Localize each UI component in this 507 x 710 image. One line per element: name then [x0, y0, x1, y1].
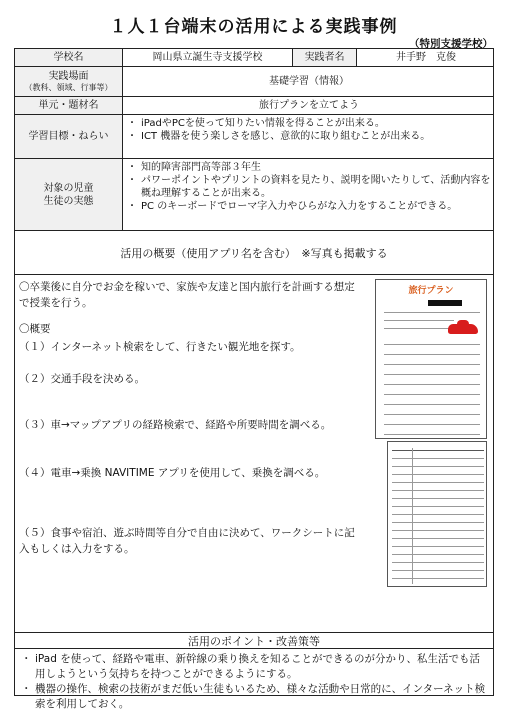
form-line [384, 344, 480, 345]
row-students [15, 159, 493, 231]
point-item: ・ 機器の操作、検索の技術がまだ低い生徒もいるため、様々な活動や日常的に、インターネット検索を利用しておく。 [21, 682, 487, 710]
students-label-2: 生徒の実態 [43, 195, 94, 207]
students-cell [123, 159, 495, 230]
form-line [392, 554, 484, 555]
worksheet-title: 旅行プラン [408, 286, 454, 296]
scene-value: 基礎学習（情報） [269, 76, 349, 87]
form-line [392, 466, 484, 467]
report-table [14, 48, 494, 710]
scene-label: 実践場面 [48, 71, 89, 82]
goal-item: ・ ICT 機器を使う楽しさを感じ、意欲的に取り組むことが出来る。 [127, 130, 491, 143]
form-line [392, 490, 484, 491]
form-line [392, 570, 484, 571]
unit-value: 旅行プランを立てよう [259, 100, 359, 111]
form-line [384, 384, 480, 385]
form-line [392, 450, 484, 451]
form-line [392, 474, 484, 475]
overview-heading: 活用の概要（使用アプリ名を含む） ※写真も掲載する [15, 231, 493, 275]
overview-intro: 〇卒業後に自分でお金を稼いで、家族や友達と国内旅行を計画する想定で授業を行う。 [19, 281, 355, 309]
school-value: 岡山県立誕生寺支援学校 [123, 49, 293, 66]
student-item: ・ PC のキーボードでローマ字入力やひらがな入力をすることができる。 [127, 200, 491, 213]
form-line [392, 578, 484, 579]
goals-cell [123, 115, 495, 158]
unit-label: 単元・題材名 [15, 97, 123, 114]
form-line [392, 538, 484, 539]
form-line [392, 506, 484, 507]
form-line [392, 546, 484, 547]
form-line [392, 522, 484, 523]
goal-item: ・ iPadやPCを使って知りたい情報を得ることが出来る。 [127, 117, 491, 130]
points-heading: 活用のポイント・改善策等 [15, 633, 493, 649]
form-line [384, 328, 454, 329]
page-subtitle: （特別支援学校） [409, 38, 493, 50]
page-title: １人１台端末の活用による実践事例 [109, 17, 398, 37]
form-line [384, 374, 480, 375]
outline-step: （１）インターネット検索をして、行きたい観光地を探す。 [19, 341, 301, 353]
row-unit [15, 97, 493, 115]
worksheet-photo-2 [387, 441, 487, 587]
form-line [384, 312, 480, 313]
form-line [392, 498, 484, 499]
form-line [384, 434, 480, 435]
student-item: ・ 知的障害部門高等部３年生 [127, 161, 491, 174]
form-line [392, 458, 484, 459]
goals-label: 学習目標・ねらい [15, 115, 123, 158]
outline-heading: 〇概要 [19, 323, 51, 335]
outline-step: （２）交通手段を決める。 [19, 373, 145, 385]
outline-step: （３）車→マップアプリの経路検索で、経路や所要時間を調べる。 [19, 419, 332, 431]
form-line [384, 354, 480, 355]
form-line [384, 414, 480, 415]
overview-section [15, 275, 493, 633]
point-item: ・ iPad を使って、経路や電車、新幹線の乗り換えを知ることができるのが分かり、私生活でも活用しようという気持ちを持つことができるようにする。 [21, 652, 487, 682]
row-school [15, 49, 493, 67]
redaction-bar [428, 300, 462, 306]
scene-label-cell [15, 67, 123, 96]
form-line [392, 562, 484, 563]
students-label-cell [15, 159, 123, 230]
row-goals [15, 115, 493, 159]
worksheet-photo [375, 279, 487, 439]
scene-sublabel: （教科、領域、行事等） [24, 83, 113, 92]
practitioner-label: 実践者名 [293, 49, 357, 66]
car-icon [448, 324, 478, 334]
school-label: 学校名 [15, 49, 123, 66]
practitioner-value: 井手野 克俊 [396, 52, 456, 63]
points-section [15, 649, 493, 710]
students-label-1: 対象の児童 [43, 182, 94, 194]
student-item: ・ パワーポイントやプリントの資料を見たり、説明を聞いたりして、活動内容を概ね理解することが出来る。 [127, 174, 491, 200]
form-line [392, 514, 484, 515]
form-line [392, 482, 484, 483]
row-scene [15, 67, 493, 97]
form-column-divider [412, 448, 413, 584]
form-line [384, 404, 480, 405]
form-line [384, 394, 480, 395]
outline-step: （４）電車→乗換 NAVITIME アプリを使用して、乗換を調べる。 [19, 467, 326, 479]
form-line [384, 320, 454, 321]
form-line [384, 364, 480, 365]
form-line [392, 530, 484, 531]
outline-step: （５）食事や宿泊、遊ぶ時間等自分で自由に決めて、ワークシートに記入もしくは入力をする。 [19, 527, 355, 555]
form-line [384, 424, 480, 425]
